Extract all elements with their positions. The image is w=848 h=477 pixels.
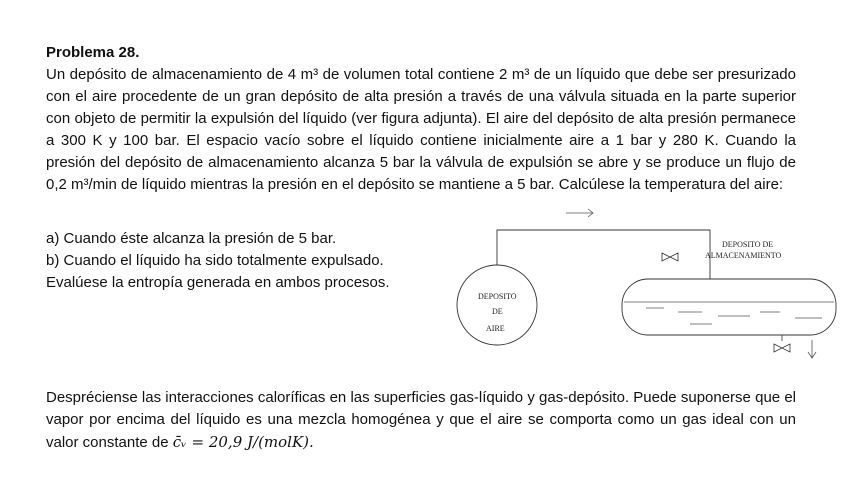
problem-statement: Un depósito de almacenamiento de 4 m³ de volumen total contiene 2 m³ de un líquido que debe ser presurizado con el aire procedente de un gran depósito de alta presión a través de una válvula situada en la parte superior con objeto de permitir la expulsión del líquido (ver figura adjunta). El aire del depósito de alta presión permanece a 300 K y 100 bar. El espacio vacío sobre el líquido contiene inicialmente aire a 1 bar y 280 K. Cuando la presión del depósito de almacenamiento alcanza 5 bar la válvula de expulsión se abre y se produce un flujo de 0,2 m³/min de líquido mientras la presión en el depósito se mantiene a 5 bar. Calcúlese la temperatura del aire:: [46, 66, 796, 193]
entropy-question: Evalúese la entropía generada en ambos procesos.: [46, 274, 390, 291]
cv-formula: c̄ᵥ = 20,9 J/(molK).: [172, 433, 314, 451]
storage-tank-label-2: ALMACENAMIENTO: [705, 251, 782, 260]
questions-block: [46, 228, 466, 294]
flow-arrow-icon: [566, 209, 593, 217]
air-tank-label-3: AIRE: [486, 324, 505, 333]
air-tank-label-1: DEPOSITO: [478, 292, 517, 301]
tank-diagram-svg: [450, 200, 848, 380]
outlet-valve-icon: [774, 335, 790, 352]
tank-diagram: [450, 200, 848, 380]
assumptions-note: [46, 387, 796, 454]
storage-tank-label-1: DEPOSITO DE: [722, 240, 774, 249]
question-b: b) Cuando el líquido ha sido totalmente expulsado.: [46, 252, 384, 269]
problem-title: Problema 28.: [46, 44, 140, 61]
assumptions-text: Despréciense las interacciones caloríficas en las superficies gas-líquido y gas-depósito. Puede suponerse que el vapor por encima del líquido es una mezcla homogénea y que el aire se comporta como un gas ideal con un valor constante de: [46, 389, 796, 451]
inlet-valve-icon: [662, 253, 678, 261]
question-a: a) Cuando éste alcanza la presión de 5 bar.: [46, 230, 337, 247]
air-tank-label-2: DE: [492, 307, 503, 316]
air-tank: [457, 265, 537, 345]
outlet-arrow-icon: [808, 340, 816, 358]
storage-tank: [622, 279, 836, 335]
liquid-level: [624, 302, 834, 324]
